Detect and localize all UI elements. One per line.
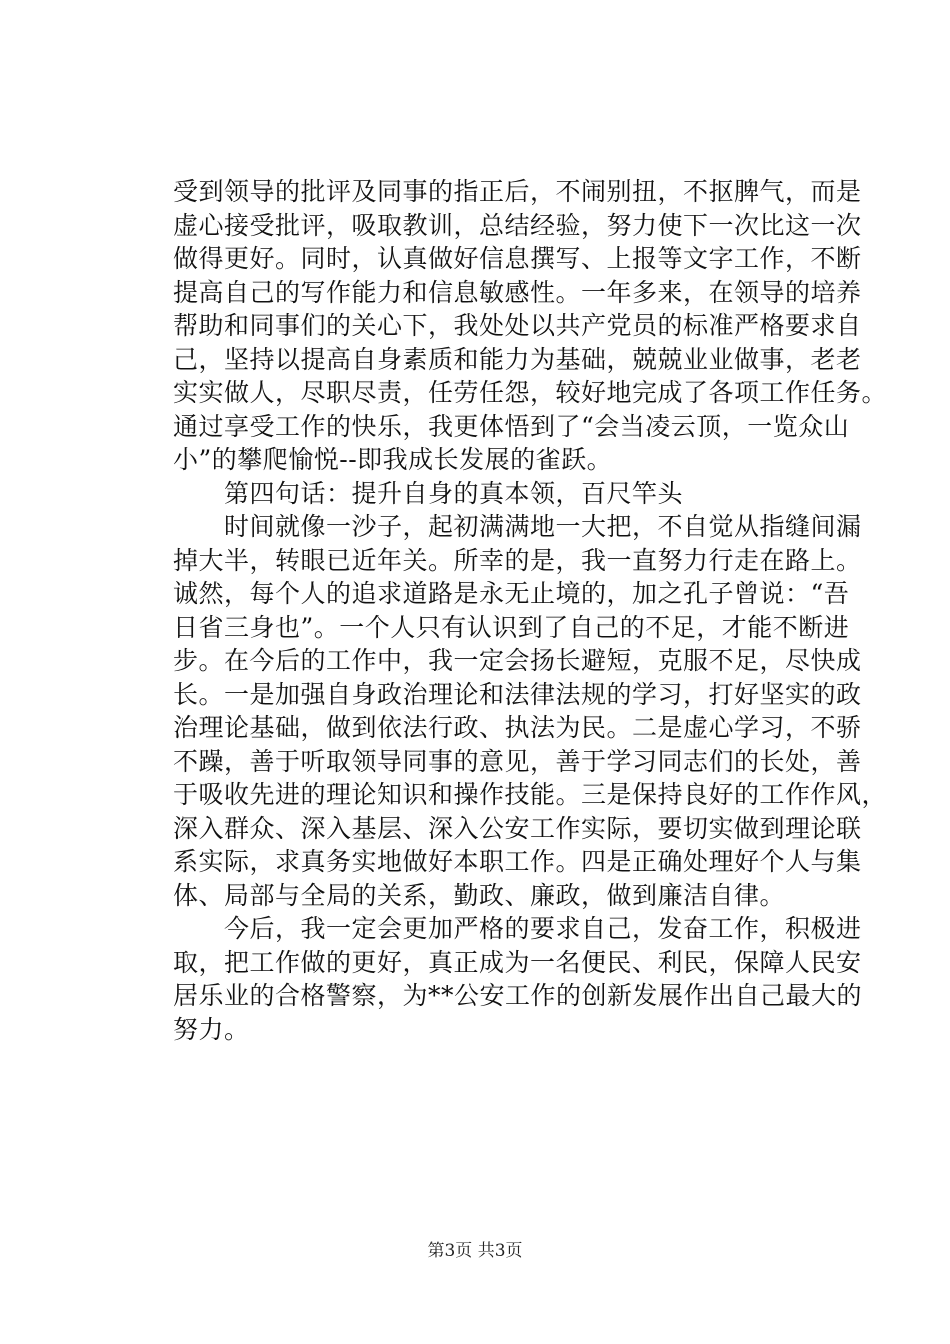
text-line: 系实际，求真务实地做好本职工作。四是正确处理好个人与集: [173, 847, 862, 876]
text-line: 己，坚持以提高自身素质和能力为基础，兢兢业业做事，老老: [173, 344, 862, 374]
text-line: 提高自己的写作能力和信息敏感性。一年多来，在领导的培养: [173, 277, 862, 307]
text-line: 于吸收先进的理论知识和操作技能。三是保持良好的工作作风，: [173, 780, 888, 809]
text-line: 掉大半，转眼已近年关。所幸的是，我一直努力行走在路上。: [173, 545, 862, 575]
text-line: 受到领导的批评及同事的指正后，不闹别扭，不抠脾气，而是: [173, 177, 862, 206]
body-text: [173, 175, 888, 1046]
text-line: 时间就像一沙子，起初满满地一大把，不自觉从指缝间漏: [173, 512, 862, 541]
text-line: 日省三身也”。一个人只有认识到了自己的不足，才能不断进: [173, 612, 850, 642]
page-number-footer: 第3页 共3页: [427, 1241, 523, 1261]
text-line: 小”的攀爬愉悦--即我成长发展的雀跃。: [173, 445, 613, 474]
text-line: 居乐业的合格警察，为**公安工作的创新发展作出自己最大的: [173, 981, 863, 1010]
text-line: 做得更好。同时，认真做好信息撰写、上报等文字工作，不断: [173, 244, 862, 273]
text-line: 虚心接受批评，吸取教训，总结经验，努力使下一次比这一次: [173, 210, 862, 240]
text-line: 长。一是加强自身政治理论和法律法规的学习，打好坚实的政: [173, 679, 862, 709]
text-line: 不躁，善于听取领导同事的意见，善于学习同志们的长处，善: [173, 746, 862, 776]
text-line: 取，把工作做的更好，真正成为一名便民、利民，保障人民安: [173, 947, 862, 977]
text-line: 步。在今后的工作中，我一定会扬长避短，克服不足，尽快成: [173, 646, 862, 675]
section-heading: 第四句话：提升自身的真本领，百尺竿头: [173, 478, 684, 508]
text-line: 今后，我一定会更加严格的要求自己，发奋工作，积极进: [173, 914, 862, 943]
text-line: 治理论基础，做到依法行政、执法为民。二是虚心学习，不骄: [173, 713, 862, 742]
text-line: 深入群众、深入基层、深入公安工作实际，要切实做到理论联: [173, 813, 862, 843]
text-line: 帮助和同事们的关心下，我处处以共产党员的标准严格要求自: [173, 311, 862, 340]
text-line: 努力。: [173, 1014, 250, 1044]
text-line: 通过享受工作的快乐，我更体悟到了“会当凌云顶，一览众山: [173, 411, 850, 441]
text-line: 体、局部与全局的关系，勤政、廉政，做到廉洁自律。: [173, 880, 786, 910]
text-line: 实实做人，尽职尽责，任劳任怨，较好地完成了各项工作任务。: [173, 378, 888, 407]
text-line: 诚然，每个人的追求道路是永无止境的，加之孔子曾说：“吾: [173, 579, 850, 608]
